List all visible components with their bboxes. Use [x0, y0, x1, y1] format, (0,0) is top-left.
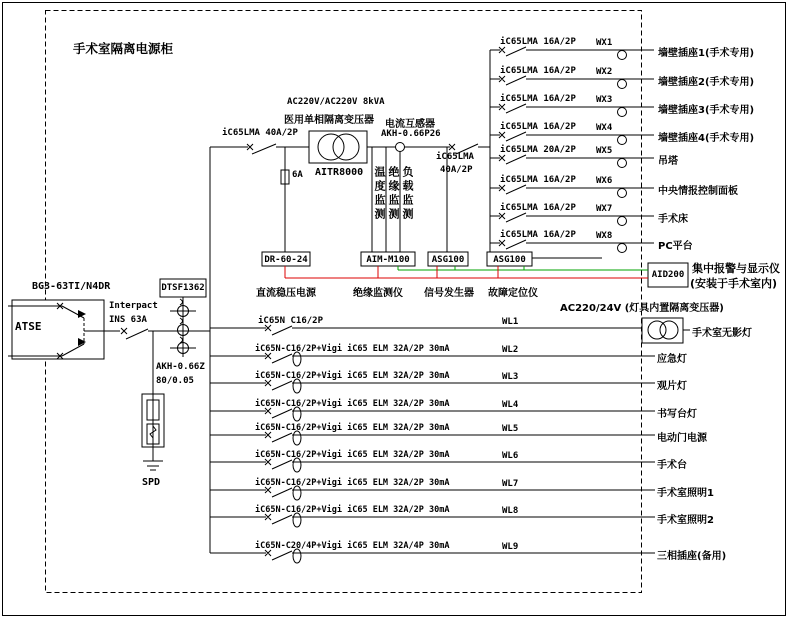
wx2-load-label: 墙壁插座2(手术专用)	[658, 77, 755, 88]
fault-locator-name: 故障定位仪	[488, 288, 538, 299]
outgoing-breaker-line1: iC65LMA	[436, 152, 474, 162]
monitor-column-insulation: 绝缘监测	[387, 166, 400, 222]
socket-wx8	[618, 244, 627, 253]
insulation-monitor-name: 绝缘监测仪	[353, 288, 403, 299]
ct-model-label: AKH-0.66P26	[381, 129, 441, 139]
atse-label: ATSE	[15, 320, 42, 333]
lighting-transformer-note: AC220/24V (灯具内置隔离变压器)	[560, 303, 724, 314]
wx1-circuit-id: WX1	[596, 38, 613, 48]
rcd-wl6	[293, 458, 301, 472]
wx6-circuit-id: WX6	[596, 176, 613, 186]
alarm-name-line1: 集中报警与显示仪	[692, 262, 780, 275]
wx2-breaker-label: iC65LMA 16A/2P	[500, 66, 576, 76]
wx7-breaker-label: iC65LMA 16A/2P	[500, 203, 576, 213]
signal-generator-name: 信号发生器	[424, 288, 474, 299]
wl1-breaker-label: iC65N C16/2P	[258, 316, 324, 326]
wx3-load-label: 墙壁插座3(手术专用)	[658, 105, 755, 116]
rcd-wl4	[293, 407, 301, 421]
rcd-wl9	[293, 549, 301, 563]
monitor-column-load: 负载监测	[401, 166, 414, 222]
socket-wx4	[618, 136, 627, 145]
fault-locator-model: ASG100	[493, 255, 526, 265]
wx7-circuit-id: WX7	[596, 204, 613, 214]
socket-wx7	[618, 217, 627, 226]
wx6-load-label: 中央情报控制面板	[658, 186, 738, 197]
wl6-breaker-label: iC65N-C16/2P+Vigi iC65 ELM 32A/2P 30mA	[255, 450, 450, 460]
wx8-load-label: PC平台	[658, 241, 693, 252]
wl4-circuit-id: WL4	[502, 400, 519, 410]
socket-wx6	[618, 189, 627, 198]
wl2-load-label: 应急灯	[657, 354, 687, 365]
rcd-wl7	[293, 486, 301, 500]
transformer-model-label: AITR8000	[315, 167, 364, 178]
wx4-breaker-label: iC65LMA 16A/2P	[500, 122, 576, 132]
socket-wx2	[618, 80, 627, 89]
wx7-load-label: 手术床	[658, 214, 688, 225]
rcd-wl2	[293, 352, 301, 366]
transformer-spec-line2: 医用单相隔离变压器	[284, 115, 374, 126]
socket-wx3	[618, 108, 627, 117]
wl3-circuit-id: WL3	[502, 372, 519, 382]
comm-bus-red	[285, 266, 648, 278]
outgoing-breaker-line2: 40A/2P	[440, 165, 473, 175]
fuse-rating-label: 6A	[292, 170, 303, 180]
monitor-column-temperature: 温度监测	[373, 166, 386, 222]
wl9-circuit-id: WL9	[502, 542, 519, 552]
spd-label: SPD	[142, 477, 161, 488]
wl2-breaker-label: iC65N-C16/2P+Vigi iC65 ELM 32A/2P 30mA	[255, 344, 450, 354]
socket-wx5	[618, 159, 627, 168]
wx8-circuit-id: WX8	[596, 231, 613, 241]
transformer-spec-line1: AC220V/AC220V 8kVA	[287, 97, 385, 107]
rcd-wl3	[293, 379, 301, 393]
wx3-circuit-id: WX3	[596, 95, 613, 105]
isolator-label-line2: INS 63A	[109, 315, 147, 325]
main-breaker-label: iC65LMA 40A/2P	[222, 128, 298, 138]
wx2-circuit-id: WX2	[596, 67, 613, 77]
wl7-circuit-id: WL7	[502, 479, 519, 489]
socket-wx1	[618, 51, 627, 60]
wl5-circuit-id: WL5	[502, 424, 519, 434]
page-title: 手术室隔离电源柜	[73, 41, 174, 56]
wl9-load-label: 三相插座(备用)	[657, 551, 727, 562]
insulation-monitor-model: AIM-M100	[366, 255, 410, 265]
ct-name-label: 电流互感器	[385, 119, 435, 130]
rcd-wl8	[293, 513, 301, 527]
wl8-load-label: 手术室照明2	[657, 515, 714, 526]
wl4-load-label: 书写台灯	[657, 409, 697, 420]
wx5-breaker-label: iC65LMA 20A/2P	[500, 145, 576, 155]
wl9-breaker-label: iC65N-C20/4P+Vigi iC65 ELM 32A/4P 30mA	[255, 541, 450, 551]
alarm-model: AID200	[651, 270, 685, 280]
meter-model-label: DTSF1362	[161, 283, 205, 293]
wl5-load-label: 电动门电源	[657, 433, 707, 444]
isolator-label-line1: Interpact	[109, 301, 158, 311]
wl7-load-label: 手术室照明1	[657, 488, 714, 499]
wx5-load-label: 吊塔	[658, 156, 678, 167]
signal-generator-model: ASG100	[431, 255, 465, 265]
wl2-circuit-id: WL2	[502, 345, 519, 355]
wx6-breaker-label: iC65LMA 16A/2P	[500, 175, 576, 185]
wl4-breaker-label: iC65N-C16/2P+Vigi iC65 ELM 32A/2P 30mA	[255, 399, 450, 409]
wl8-breaker-label: iC65N-C16/2P+Vigi iC65 ELM 32A/2P 30mA	[255, 505, 450, 515]
rcd-wl5	[293, 431, 301, 445]
wx1-breaker-label: iC65LMA 16A/2P	[500, 37, 576, 47]
wl1-circuit-id: WL1	[502, 317, 519, 327]
alarm-name-line2: (安装于手术室内)	[690, 277, 778, 290]
wx8-breaker-label: iC65LMA 16A/2P	[500, 230, 576, 240]
wl3-breaker-label: iC65N-C16/2P+Vigi iC65 ELM 32A/2P 30mA	[255, 371, 450, 381]
meter-ct-ratio-label: 80/0.05	[156, 376, 194, 386]
socket-symbols	[618, 51, 627, 253]
wl6-load-label: 手术台	[657, 460, 687, 471]
wl8-circuit-id: WL8	[502, 506, 519, 516]
wx1-load-label: 墙壁插座1(手术专用)	[658, 48, 755, 59]
dc-power-model: DR-60-24	[264, 255, 308, 265]
wx4-load-label: 墙壁插座4(手术专用)	[658, 133, 755, 144]
transformer-ct-symbols	[178, 134, 679, 354]
wx3-breaker-label: iC65LMA 16A/2P	[500, 94, 576, 104]
load-monitor-ct	[396, 143, 405, 152]
wl5-breaker-label: iC65N-C16/2P+Vigi iC65 ELM 32A/2P 30mA	[255, 423, 450, 433]
meter-ct-model-label: AKH-0.66Z	[156, 362, 205, 372]
wl1-load-label: 手术室无影灯	[692, 328, 752, 339]
dc-power-name: 直流稳压电源	[256, 288, 316, 299]
atse-model-label: BG3-63TI/N4DR	[32, 281, 111, 292]
wl7-breaker-label: iC65N-C16/2P+Vigi iC65 ELM 32A/2P 30mA	[255, 478, 450, 488]
wl6-circuit-id: WL6	[502, 451, 519, 461]
wx4-circuit-id: WX4	[596, 123, 613, 133]
comm-bus-green	[398, 266, 648, 270]
wl3-load-label: 观片灯	[657, 381, 687, 392]
wx5-circuit-id: WX5	[596, 146, 613, 156]
